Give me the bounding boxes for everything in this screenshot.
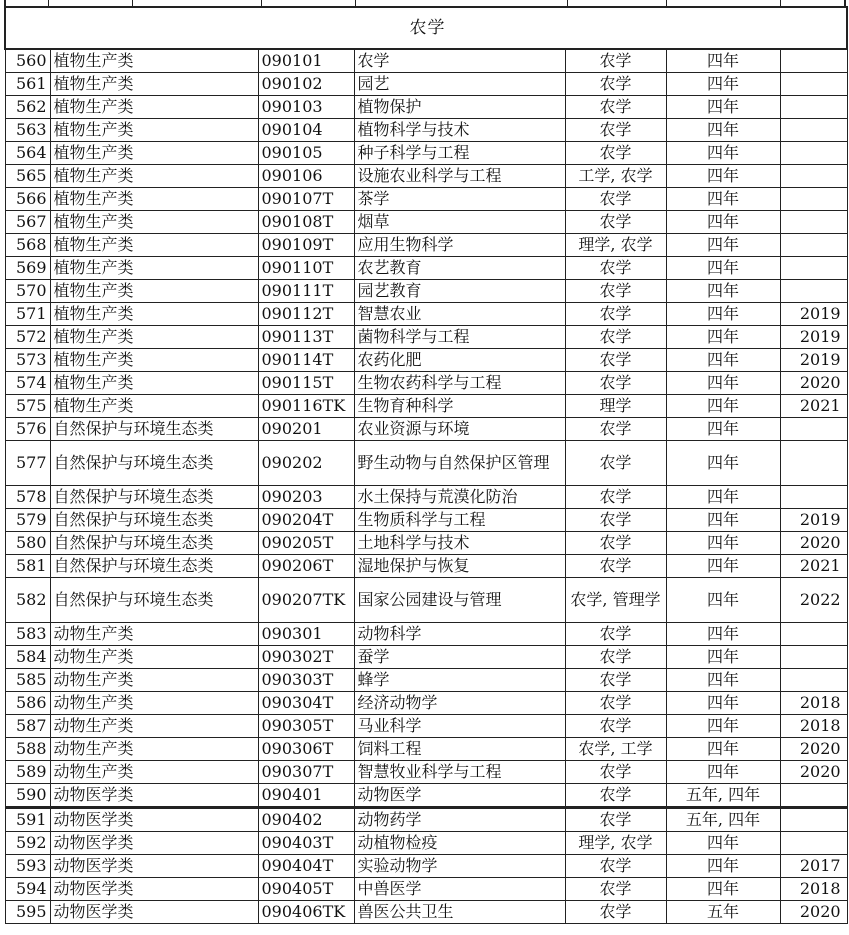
row-number: 590 <box>5 784 50 808</box>
table-row <box>5 901 847 924</box>
major-code: 090306T <box>258 738 354 761</box>
study-duration: 四年 <box>666 669 780 692</box>
added-year <box>780 418 847 441</box>
added-year <box>780 119 847 142</box>
major-code: 090107T <box>258 188 354 211</box>
table-row <box>5 418 847 441</box>
discipline-class: 植物生产类 <box>50 142 258 165</box>
study-duration: 五年, 四年 <box>666 808 780 832</box>
major-name: 动植物检疫 <box>354 832 565 855</box>
discipline-class: 自然保护与环境生态类 <box>50 418 258 441</box>
degree-type: 理学, 农学 <box>565 832 666 855</box>
degree-type: 农学 <box>565 692 666 715</box>
table-row <box>5 303 847 326</box>
major-name: 智慧牧业科学与工程 <box>354 761 565 784</box>
added-year <box>780 188 847 211</box>
degree-type: 农学 <box>565 901 666 924</box>
major-code: 090303T <box>258 669 354 692</box>
major-name: 野生动物与自然保护区管理 <box>354 441 565 486</box>
major-code: 090105 <box>258 142 354 165</box>
major-name: 动物医学 <box>354 784 565 808</box>
study-duration: 四年 <box>666 257 780 280</box>
major-name: 烟草 <box>354 211 565 234</box>
major-catalog-table <box>4 6 848 924</box>
added-year: 2021 <box>780 395 847 418</box>
degree-type: 农学 <box>565 646 666 669</box>
study-duration: 四年 <box>666 878 780 901</box>
row-number: 565 <box>5 165 50 188</box>
discipline-class: 动物生产类 <box>50 738 258 761</box>
row-number: 592 <box>5 832 50 855</box>
row-number: 569 <box>5 257 50 280</box>
degree-type: 农学 <box>565 486 666 509</box>
table-row <box>5 832 847 855</box>
major-code: 090116TK <box>258 395 354 418</box>
degree-type: 农学, 管理学 <box>565 578 666 623</box>
added-year: 2020 <box>780 372 847 395</box>
major-code: 090204T <box>258 509 354 532</box>
table-row <box>5 878 847 901</box>
row-number: 572 <box>5 326 50 349</box>
row-number: 588 <box>5 738 50 761</box>
study-duration: 四年 <box>666 486 780 509</box>
degree-type: 农学 <box>565 49 666 73</box>
study-duration: 四年 <box>666 372 780 395</box>
degree-type: 农学 <box>565 784 666 808</box>
table-row <box>5 692 847 715</box>
study-duration: 四年 <box>666 326 780 349</box>
discipline-class: 动物医学类 <box>50 784 258 808</box>
discipline-class: 动物生产类 <box>50 646 258 669</box>
major-name: 生物农药科学与工程 <box>354 372 565 395</box>
major-name: 经济动物学 <box>354 692 565 715</box>
discipline-class: 自然保护与环境生态类 <box>50 509 258 532</box>
row-number: 594 <box>5 878 50 901</box>
study-duration: 四年 <box>666 692 780 715</box>
added-year: 2018 <box>780 715 847 738</box>
major-name: 动物药学 <box>354 808 565 832</box>
discipline-class: 植物生产类 <box>50 234 258 257</box>
study-duration: 四年 <box>666 555 780 578</box>
row-number: 585 <box>5 669 50 692</box>
discipline-class: 动物医学类 <box>50 855 258 878</box>
row-number: 575 <box>5 395 50 418</box>
discipline-class: 植物生产类 <box>50 96 258 119</box>
degree-type: 农学 <box>565 623 666 646</box>
discipline-class: 自然保护与环境生态类 <box>50 532 258 555</box>
added-year <box>780 211 847 234</box>
major-name: 中兽医学 <box>354 878 565 901</box>
table-row <box>5 555 847 578</box>
degree-type: 农学 <box>565 96 666 119</box>
study-duration: 四年 <box>666 96 780 119</box>
major-name: 水土保持与荒漠化防治 <box>354 486 565 509</box>
major-code: 090305T <box>258 715 354 738</box>
discipline-class: 植物生产类 <box>50 372 258 395</box>
major-name: 生物育种科学 <box>354 395 565 418</box>
discipline-class: 动物医学类 <box>50 901 258 924</box>
degree-type: 农学 <box>565 211 666 234</box>
major-code: 090101 <box>258 49 354 73</box>
study-duration: 四年 <box>666 738 780 761</box>
added-year: 2020 <box>780 901 847 924</box>
row-number: 560 <box>5 49 50 73</box>
added-year <box>780 832 847 855</box>
table-row <box>5 578 847 623</box>
added-year: 2020 <box>780 532 847 555</box>
degree-type: 农学 <box>565 509 666 532</box>
table-row <box>5 73 847 96</box>
discipline-class: 动物生产类 <box>50 692 258 715</box>
discipline-class: 动物生产类 <box>50 761 258 784</box>
row-number: 566 <box>5 188 50 211</box>
added-year <box>780 165 847 188</box>
discipline-class: 植物生产类 <box>50 326 258 349</box>
discipline-class: 自然保护与环境生态类 <box>50 486 258 509</box>
study-duration: 四年 <box>666 418 780 441</box>
degree-type: 农学 <box>565 855 666 878</box>
major-name: 蚕学 <box>354 646 565 669</box>
table-row <box>5 441 847 486</box>
discipline-class: 植物生产类 <box>50 73 258 96</box>
major-code: 090108T <box>258 211 354 234</box>
discipline-class: 动物医学类 <box>50 808 258 832</box>
major-name: 应用生物科学 <box>354 234 565 257</box>
table-row <box>5 49 847 73</box>
major-name: 马业科学 <box>354 715 565 738</box>
table-row <box>5 326 847 349</box>
major-code: 090112T <box>258 303 354 326</box>
degree-type: 农学 <box>565 188 666 211</box>
major-code: 090402 <box>258 808 354 832</box>
row-number: 564 <box>5 142 50 165</box>
study-duration: 四年 <box>666 303 780 326</box>
degree-type: 农学 <box>565 418 666 441</box>
row-number: 581 <box>5 555 50 578</box>
category-header-row <box>5 7 847 49</box>
degree-type: 农学 <box>565 257 666 280</box>
discipline-class: 动物生产类 <box>50 715 258 738</box>
major-name: 设施农业科学与工程 <box>354 165 565 188</box>
major-code: 090302T <box>258 646 354 669</box>
major-name: 蜂学 <box>354 669 565 692</box>
row-number: 562 <box>5 96 50 119</box>
added-year: 2020 <box>780 738 847 761</box>
major-code: 090113T <box>258 326 354 349</box>
added-year <box>780 623 847 646</box>
study-duration: 四年 <box>666 832 780 855</box>
table-row <box>5 188 847 211</box>
major-name: 园艺 <box>354 73 565 96</box>
major-code: 090401 <box>258 784 354 808</box>
study-duration: 五年 <box>666 901 780 924</box>
major-name: 饲料工程 <box>354 738 565 761</box>
table-row <box>5 646 847 669</box>
major-name: 园艺教育 <box>354 280 565 303</box>
degree-type: 农学 <box>565 555 666 578</box>
study-duration: 四年 <box>666 119 780 142</box>
study-duration: 四年 <box>666 855 780 878</box>
major-name: 动物科学 <box>354 623 565 646</box>
table-row <box>5 761 847 784</box>
study-duration: 四年 <box>666 646 780 669</box>
discipline-class: 动物生产类 <box>50 669 258 692</box>
major-code: 090202 <box>258 441 354 486</box>
table-row <box>5 855 847 878</box>
added-year: 2020 <box>780 761 847 784</box>
degree-type: 理学 <box>565 395 666 418</box>
row-number: 582 <box>5 578 50 623</box>
major-code: 090206T <box>258 555 354 578</box>
major-code: 090203 <box>258 486 354 509</box>
study-duration: 四年 <box>666 280 780 303</box>
table-row <box>5 96 847 119</box>
degree-type: 农学 <box>565 119 666 142</box>
row-number: 570 <box>5 280 50 303</box>
row-number: 573 <box>5 349 50 372</box>
table-row <box>5 623 847 646</box>
major-name: 植物科学与技术 <box>354 119 565 142</box>
major-code: 090115T <box>258 372 354 395</box>
study-duration: 四年 <box>666 234 780 257</box>
discipline-class: 植物生产类 <box>50 395 258 418</box>
study-duration: 四年 <box>666 509 780 532</box>
table-row <box>5 119 847 142</box>
study-duration: 五年, 四年 <box>666 784 780 808</box>
degree-type: 农学 <box>565 303 666 326</box>
row-number: 595 <box>5 901 50 924</box>
study-duration: 四年 <box>666 49 780 73</box>
discipline-class: 植物生产类 <box>50 303 258 326</box>
added-year <box>780 234 847 257</box>
added-year: 2022 <box>780 578 847 623</box>
discipline-class: 自然保护与环境生态类 <box>50 555 258 578</box>
major-name: 智慧农业 <box>354 303 565 326</box>
degree-type: 农学 <box>565 349 666 372</box>
row-number: 567 <box>5 211 50 234</box>
row-number: 587 <box>5 715 50 738</box>
table-row <box>5 738 847 761</box>
study-duration: 四年 <box>666 761 780 784</box>
row-number: 578 <box>5 486 50 509</box>
study-duration: 四年 <box>666 395 780 418</box>
table-row <box>5 211 847 234</box>
major-code: 090114T <box>258 349 354 372</box>
study-duration: 四年 <box>666 73 780 96</box>
table-row <box>5 808 847 832</box>
discipline-class: 植物生产类 <box>50 211 258 234</box>
major-code: 090110T <box>258 257 354 280</box>
discipline-class: 植物生产类 <box>50 49 258 73</box>
discipline-class: 植物生产类 <box>50 280 258 303</box>
study-duration: 四年 <box>666 165 780 188</box>
study-duration: 四年 <box>666 349 780 372</box>
degree-type: 农学 <box>565 142 666 165</box>
degree-type: 农学 <box>565 878 666 901</box>
table-row <box>5 142 847 165</box>
added-year: 2019 <box>780 349 847 372</box>
discipline-class: 自然保护与环境生态类 <box>50 441 258 486</box>
degree-type: 农学 <box>565 280 666 303</box>
row-number: 576 <box>5 418 50 441</box>
added-year <box>780 808 847 832</box>
major-code: 090109T <box>258 234 354 257</box>
row-number: 568 <box>5 234 50 257</box>
added-year <box>780 669 847 692</box>
row-number: 593 <box>5 855 50 878</box>
study-duration: 四年 <box>666 441 780 486</box>
added-year <box>780 257 847 280</box>
study-duration: 四年 <box>666 188 780 211</box>
table-row <box>5 280 847 303</box>
added-year: 2019 <box>780 303 847 326</box>
major-name: 国家公园建设与管理 <box>354 578 565 623</box>
major-code: 090403T <box>258 832 354 855</box>
major-code: 090102 <box>258 73 354 96</box>
row-number: 580 <box>5 532 50 555</box>
major-code: 090406TK <box>258 901 354 924</box>
table-row <box>5 509 847 532</box>
added-year: 2019 <box>780 509 847 532</box>
added-year <box>780 486 847 509</box>
table-row <box>5 395 847 418</box>
study-duration: 四年 <box>666 142 780 165</box>
study-duration: 四年 <box>666 532 780 555</box>
row-number: 591 <box>5 808 50 832</box>
major-name: 农学 <box>354 49 565 73</box>
row-number: 561 <box>5 73 50 96</box>
study-duration: 四年 <box>666 623 780 646</box>
degree-type: 农学 <box>565 715 666 738</box>
added-year <box>780 441 847 486</box>
major-name: 种子科学与工程 <box>354 142 565 165</box>
major-code: 090405T <box>258 878 354 901</box>
degree-type: 农学 <box>565 532 666 555</box>
study-duration: 四年 <box>666 715 780 738</box>
added-year: 2017 <box>780 855 847 878</box>
major-code: 090404T <box>258 855 354 878</box>
added-year <box>780 96 847 119</box>
added-year: 2019 <box>780 326 847 349</box>
discipline-class: 植物生产类 <box>50 349 258 372</box>
major-code: 090301 <box>258 623 354 646</box>
added-year <box>780 142 847 165</box>
row-number: 583 <box>5 623 50 646</box>
row-number: 577 <box>5 441 50 486</box>
major-name: 实验动物学 <box>354 855 565 878</box>
row-number: 584 <box>5 646 50 669</box>
table-row <box>5 715 847 738</box>
major-name: 农药化肥 <box>354 349 565 372</box>
major-name: 湿地保护与恢复 <box>354 555 565 578</box>
major-name: 生物质科学与工程 <box>354 509 565 532</box>
major-name: 植物保护 <box>354 96 565 119</box>
added-year: 2018 <box>780 878 847 901</box>
degree-type: 农学 <box>565 441 666 486</box>
added-year <box>780 646 847 669</box>
table-row <box>5 165 847 188</box>
study-duration: 四年 <box>666 211 780 234</box>
table-row <box>5 486 847 509</box>
major-code: 090201 <box>258 418 354 441</box>
major-code: 090111T <box>258 280 354 303</box>
table-row <box>5 257 847 280</box>
major-name: 农业资源与环境 <box>354 418 565 441</box>
major-code: 090104 <box>258 119 354 142</box>
major-name: 农艺教育 <box>354 257 565 280</box>
major-code: 090106 <box>258 165 354 188</box>
study-duration: 四年 <box>666 578 780 623</box>
major-code: 090205T <box>258 532 354 555</box>
degree-type: 农学 <box>565 761 666 784</box>
row-number: 579 <box>5 509 50 532</box>
degree-type: 农学 <box>565 372 666 395</box>
row-number: 586 <box>5 692 50 715</box>
row-number: 589 <box>5 761 50 784</box>
added-year: 2021 <box>780 555 847 578</box>
major-name: 茶学 <box>354 188 565 211</box>
major-code: 090207TK <box>258 578 354 623</box>
added-year <box>780 49 847 73</box>
table-row <box>5 234 847 257</box>
table-row <box>5 372 847 395</box>
discipline-class: 动物生产类 <box>50 623 258 646</box>
added-year <box>780 784 847 808</box>
major-name: 土地科学与技术 <box>354 532 565 555</box>
degree-type: 农学, 工学 <box>565 738 666 761</box>
major-name: 菌物科学与工程 <box>354 326 565 349</box>
degree-type: 农学 <box>565 73 666 96</box>
degree-type: 农学 <box>565 669 666 692</box>
added-year <box>780 280 847 303</box>
discipline-class: 植物生产类 <box>50 188 258 211</box>
table-row <box>5 784 847 808</box>
major-code: 090307T <box>258 761 354 784</box>
degree-type: 工学, 农学 <box>565 165 666 188</box>
table-row <box>5 532 847 555</box>
row-number: 571 <box>5 303 50 326</box>
row-number: 563 <box>5 119 50 142</box>
discipline-class: 动物医学类 <box>50 878 258 901</box>
row-number: 574 <box>5 372 50 395</box>
category-title: 农学 <box>5 7 847 49</box>
discipline-class: 动物医学类 <box>50 832 258 855</box>
added-year <box>780 73 847 96</box>
added-year: 2018 <box>780 692 847 715</box>
degree-type: 农学 <box>565 326 666 349</box>
table-row <box>5 349 847 372</box>
degree-type: 理学, 农学 <box>565 234 666 257</box>
discipline-class: 自然保护与环境生态类 <box>50 578 258 623</box>
table-row <box>5 669 847 692</box>
degree-type: 农学 <box>565 808 666 832</box>
major-code: 090304T <box>258 692 354 715</box>
discipline-class: 植物生产类 <box>50 119 258 142</box>
major-name: 兽医公共卫生 <box>354 901 565 924</box>
major-code: 090103 <box>258 96 354 119</box>
discipline-class: 植物生产类 <box>50 165 258 188</box>
discipline-class: 植物生产类 <box>50 257 258 280</box>
